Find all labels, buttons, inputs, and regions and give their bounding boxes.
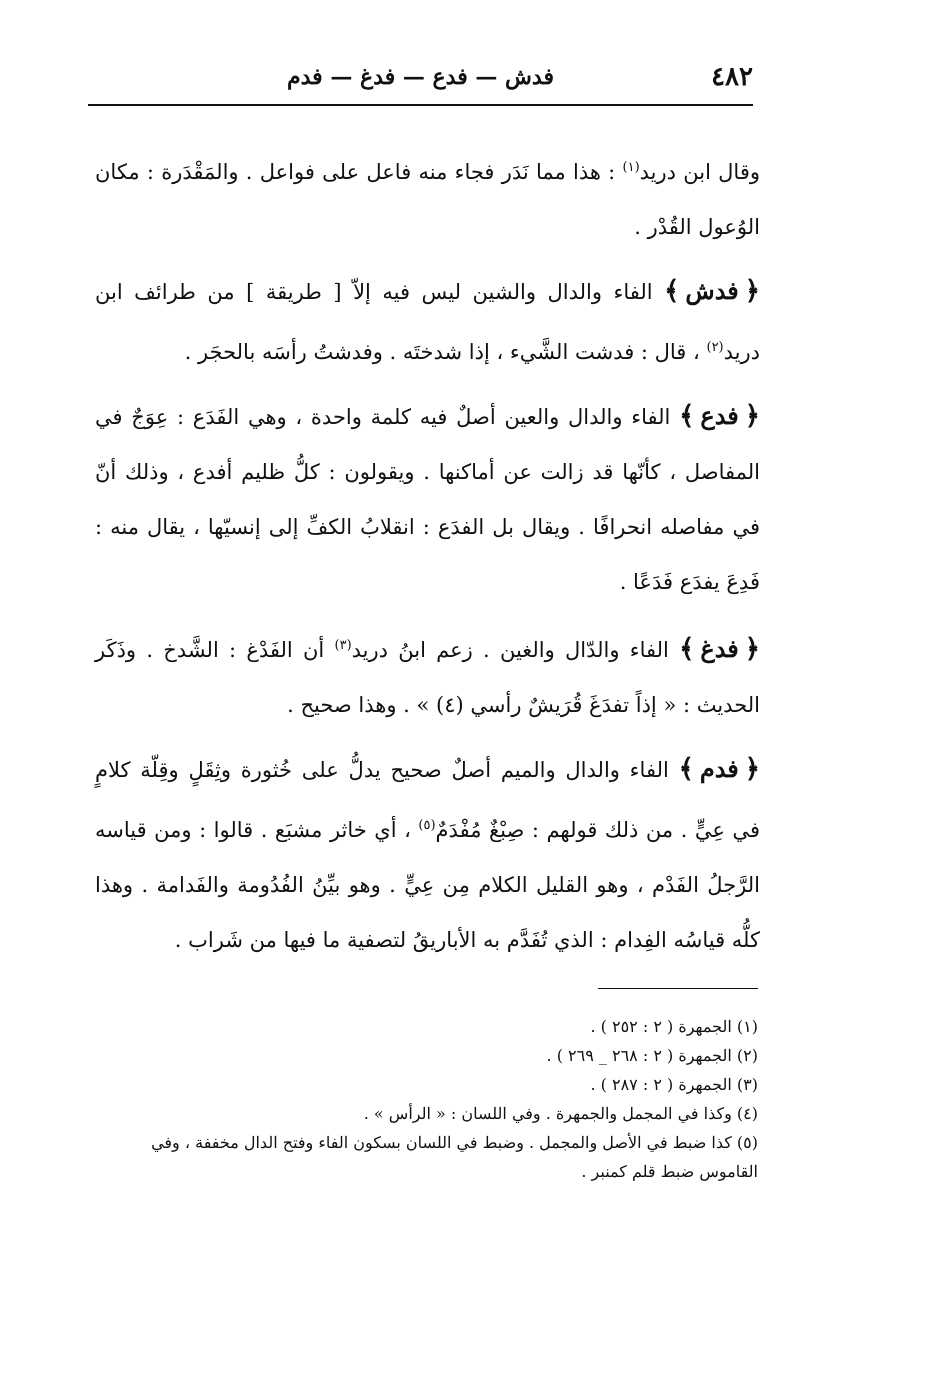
footnote-ref: (٥): [418, 818, 436, 833]
footnote-ref: (٢): [706, 340, 724, 355]
ornamental-bracket-open: ﴿: [744, 634, 760, 664]
ornamental-bracket-close: ﴾: [678, 754, 694, 784]
page-number: ٤٨٢: [711, 62, 753, 92]
footnote-rule: [598, 988, 758, 989]
ornamental-bracket-open: ﴿: [744, 754, 760, 784]
footnotes: [88, 1012, 758, 1186]
footnote: (٣) الجمهرة ( ٢ : ٢٨٧ ) .: [590, 1075, 758, 1094]
paragraph-text: الفاء والدال والشين ليس فيه إلاّ [ طريقة ] من طرائف ابن دريد: [95, 280, 760, 364]
ornamental-bracket-open: ﴿: [744, 401, 760, 431]
paragraph-text: أن الفَدْغ : الشَّدخ . وذَكَر الحديث : « إذاً تفدَغَ قُرَيشٌ رأسي (٤) » . وهذا صحيح .: [95, 638, 760, 717]
running-title: فدش — فدع — فدغ — فدم: [287, 64, 554, 90]
ornamental-bracket-close: ﴾: [664, 276, 680, 306]
paragraph-text: ، أي خاثر مشبَع . قالوا : ومن قياسه الرَّجلُ الفَدْم ، وهو القليل الكلام مِن عِيٍّ . وهو بيِّنُ الفُدُومة والفَدامة . وهذا كلُّه قياسُه الفِدام : الذي تُفَدَّم به الأباريقُ لتصفية ما فيها من شَراب .: [95, 818, 760, 952]
entry-paragraph: [95, 741, 760, 968]
paragraph-text: الفاء والدال والعين أصلٌ فيه كلمة واحدة ، وهي الفَدَع : عِوَجٌ في المفاصل ، كأنّها قد زالت عن أماكنها . ويقولون : كلُّ ظليم أفدع ، وذلك أنّ في مفاصله انحرافًا . ويقال بل الفدَع : انقلابُ الكفِّ إلى إنسيّها ، يقال منه : فَدِعَ يفدَع فَدَعًا .: [95, 405, 760, 594]
paragraph-text: الفاء والدّال والغين . زعم ابنُ دريد: [351, 638, 669, 662]
ornamental-bracket-close: ﴾: [679, 401, 695, 431]
page-header: [88, 58, 753, 100]
entry-headword: فدع: [700, 401, 739, 430]
footnote: (٢) الجمهرة ( ٢ : ٢٦٨ _ ٢٦٩ ) .: [546, 1046, 758, 1065]
paragraph-text: وقال ابن دريد: [639, 160, 761, 184]
paragraph-text: : هذا مما نَدَر فجاء منه فاعل على فواعل . والمَقْدَرة : مكان الوُعول القُدْر .: [95, 160, 760, 239]
ornamental-bracket-close: ﴾: [679, 634, 695, 664]
entry-headword: فدش: [685, 276, 739, 305]
footnote: (١) الجمهرة ( ٢ : ٢٥٢ ) .: [590, 1017, 758, 1036]
paragraph-text: ، قال : فدشت الشَّيء ، إذا شدختَه . وفدشتُ رأسَه بالحجَر .: [184, 340, 707, 364]
header-rule: [88, 104, 753, 106]
main-text: [95, 140, 760, 976]
intro-paragraph: [95, 140, 760, 255]
entry-paragraph: [95, 618, 760, 733]
footnote: (٤) وكذا في المجمل والجمهرة . وفي اللسان : « الرأس » .: [363, 1104, 758, 1123]
footnote-ref: (١): [622, 160, 640, 175]
paragraph-text: الفاء والدال والميم أصلٌ صحيح يدلُّ على خُثورة وثِقَلٍ وقِلّة كلامٍ في عِيٍّ . من ذلك قولهم : صِبْغٌ مُفْدَمٌ: [95, 758, 760, 842]
entry-headword: فدم: [699, 754, 739, 783]
footnote-ref: (٣): [334, 638, 352, 653]
footnote: (٥) كذا ضبط في الأصل والمجمل . وضبط في اللسان بسكون الفاء وفتح الدال مخففة ، وفي القاموس ضبط قلم كمنبر .: [151, 1133, 758, 1181]
entry-paragraph: [95, 263, 760, 380]
ornamental-bracket-open: ﴿: [744, 276, 760, 306]
entry-paragraph: [95, 388, 760, 610]
entry-headword: فدغ: [700, 634, 739, 663]
